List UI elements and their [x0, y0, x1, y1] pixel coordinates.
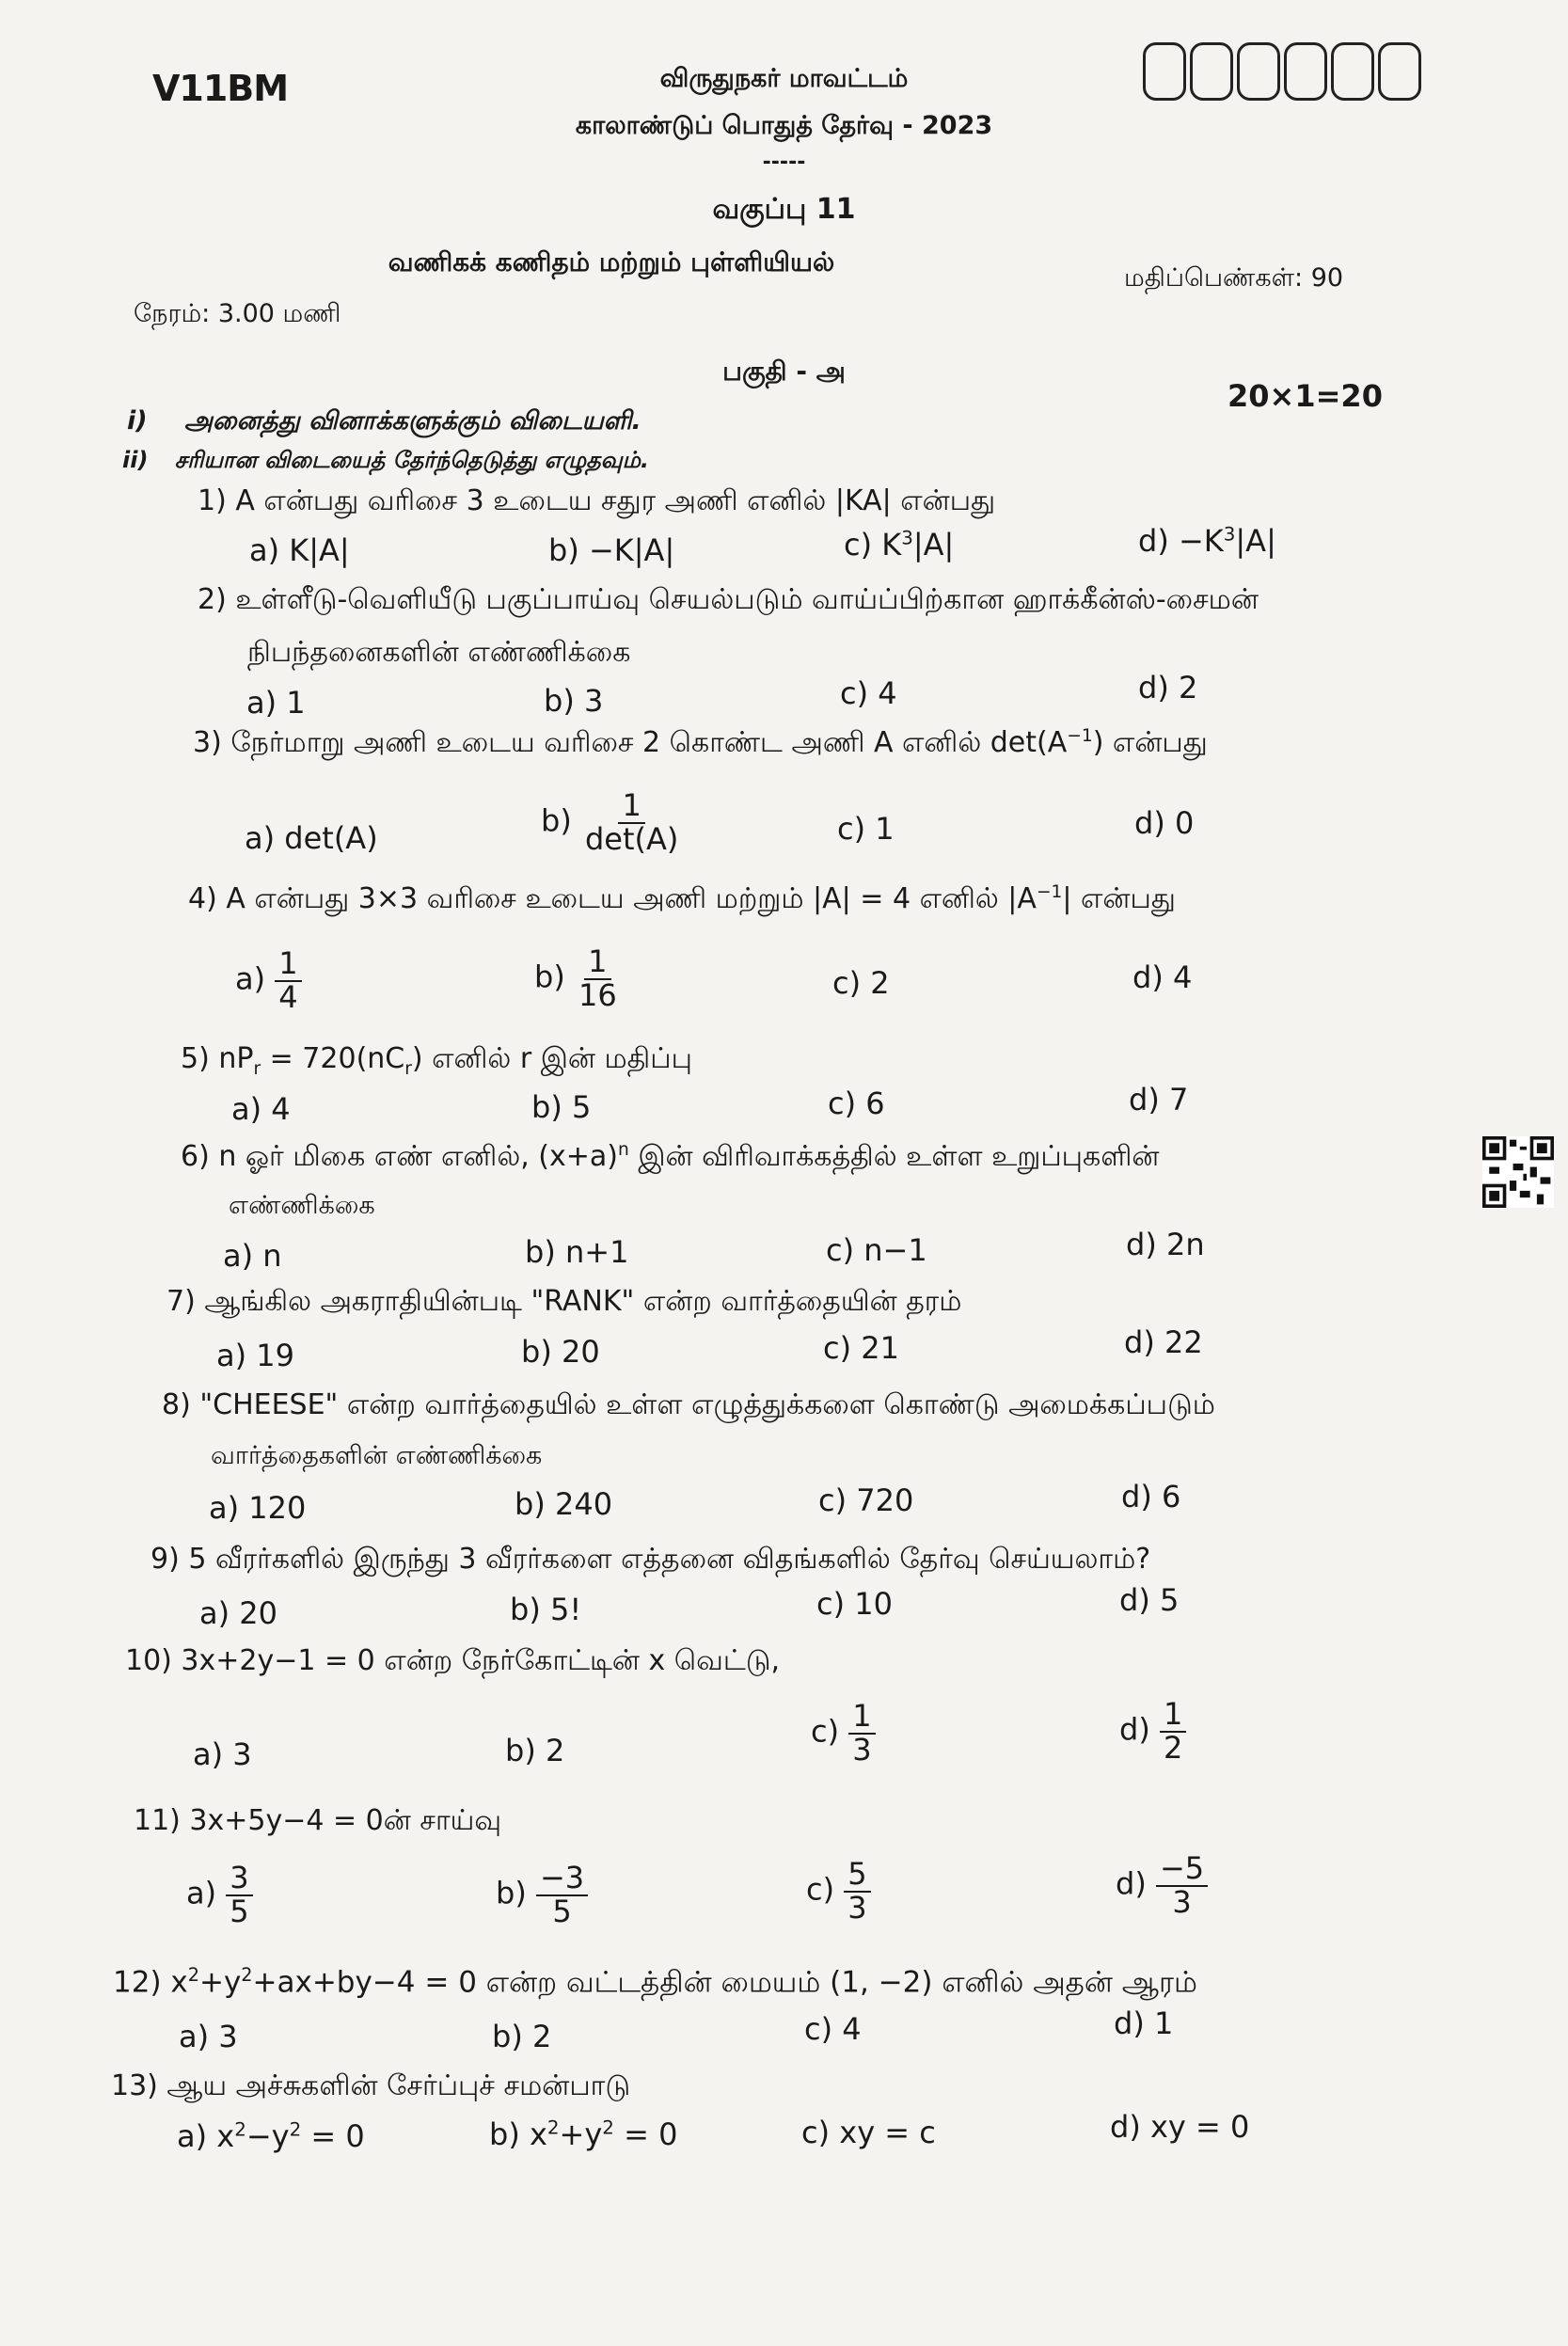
q10-option-b: b) 2	[505, 1733, 565, 1768]
question-5: 5) $nP_r = 720(nC_r)$ எனில் r இன் மதிப்பு	[181, 1042, 692, 1079]
q11-option-c-fraction: $\frac{5}{3}$	[844, 1859, 870, 1924]
q10-option-d-fraction: $\frac{1}{2}$	[1160, 1699, 1186, 1764]
q9-option-b: b) 5!	[510, 1592, 582, 1627]
question-2: 2) உள்ளீடு-வெளியீடு பகுப்பாய்வு செயல்படும் வாய்ப்பிற்கான ஹாக்கீன்ஸ்-சைமன்	[198, 583, 1259, 616]
q8-option-d: d) 6	[1121, 1479, 1181, 1514]
question-11: 11) 3x+5y−4 = 0ன் சாய்வு	[134, 1804, 502, 1837]
q11-option-a-fraction: $\frac{3}{5}$	[226, 1863, 252, 1927]
question-8-line-2: வார்த்தைகளின் எண்ணிக்கை	[211, 1441, 543, 1470]
q12-option-d: d) 1	[1114, 2005, 1174, 2041]
q12-option-b: b) 2	[492, 2019, 552, 2054]
q10-option-a: a) 3	[193, 1736, 252, 1772]
q7-option-b: b) 20	[521, 1334, 600, 1370]
q4-option-b-fraction: $\frac{1}{16}$	[578, 943, 617, 1013]
q8-option-b: b) 240	[515, 1486, 613, 1522]
q3-option-b: b) $\frac{1}{\det(A)}$	[541, 790, 682, 855]
q6-option-c: c) n−1	[826, 1232, 927, 1268]
q5-option-a: a) 4	[231, 1091, 291, 1127]
q2-option-b: b) 3	[544, 683, 604, 719]
instruction-1-number: i)	[127, 406, 148, 436]
district-title: விருதுநகர் மாவட்டம்	[659, 64, 909, 93]
q6-option-b: b) n+1	[525, 1234, 629, 1270]
q5-option-d: d) 7	[1129, 1082, 1189, 1118]
exam-time: நேரம்: 3.00 மணி	[134, 299, 341, 328]
q11-option-b: b) $\frac{-3}{5}$	[496, 1863, 588, 1927]
instruction-2	[122, 447, 649, 476]
q6-option-a: a) n	[223, 1238, 282, 1274]
q12-option-a: a) 3	[179, 2019, 238, 2054]
instruction-1-text: அனைத்து வினாக்களுக்கும் விடையளி.	[184, 406, 641, 436]
q3-option-d: d) 0	[1134, 805, 1195, 841]
q10-option-c: c) $\frac{1}{3}$	[811, 1701, 876, 1766]
q10-option-c-fraction: $\frac{1}{3}$	[848, 1701, 875, 1766]
q1-option-d: $d) -K^3|A|$	[1138, 523, 1276, 559]
section-score: 20×1=20	[1227, 378, 1383, 414]
q5-option-b: b) 5	[531, 1089, 592, 1125]
q9-option-a: a) 20	[199, 1595, 277, 1631]
instruction-2-text: சரியான விடையைத் தேர்ந்தெடுத்து எழுதவும்.	[174, 447, 650, 473]
q1-option-c: c) $K^3|A|$	[844, 527, 955, 563]
q10-option-d: d) $\frac{1}{2}$	[1119, 1699, 1186, 1764]
header-divider: -----	[762, 151, 806, 174]
q2-option-a: a) 1	[246, 685, 306, 721]
q7-option-a: a) 19	[216, 1338, 294, 1373]
q11-option-d: d) $\frac{-5}{3}$	[1116, 1853, 1208, 1918]
q5-option-c: c) 6	[828, 1086, 885, 1121]
q4-option-c: c) 2	[832, 965, 890, 1001]
q1-option-b: b) −K|A|	[548, 532, 675, 568]
q13-option-a: a) $x^2-y^2 = 0$	[177, 2118, 365, 2154]
question-6-line-2: எண்ணிக்கை	[229, 1191, 375, 1220]
q13-option-d: d) xy = 0	[1110, 2109, 1250, 2145]
q9-option-d: d) 5	[1119, 1582, 1180, 1618]
q9-option-c: c) 10	[816, 1586, 893, 1622]
question-7: 7) ஆங்கில அகராதியின்படி "RANK" என்ற வார்த்தையின் தரம்	[166, 1285, 962, 1318]
q13-option-b: b) $x^2+y^2 = 0$	[489, 2116, 678, 2152]
q1-option-a: a) K|A|	[249, 532, 350, 568]
question-8: 8) "CHEESE" என்ற வார்த்தையில் உள்ள எழுத்துக்களை கொண்டு அமைக்கப்படும்	[162, 1388, 1215, 1421]
q8-option-c: c) 720	[818, 1482, 914, 1518]
q3-option-a: a) det(A)	[245, 820, 378, 856]
qr-code	[1482, 1136, 1554, 1208]
q3-option-b-fraction: $\frac{1}{\det(A)}$	[584, 787, 679, 857]
question-12: 12) $x^2+y^2+ax+by-4 = 0$ என்ற வட்டத்தின் மையம் (1, −2) எனில் அதன் ஆரம்	[113, 1964, 1197, 2000]
q4-option-b: b) $\frac{1}{16}$	[534, 946, 621, 1011]
section-title: பகுதி - அ	[722, 356, 846, 387]
question-4: 4) A என்பது 3×3 வரிசை உடைய அணி மற்றும் |A| = 4 எனில் $|A^{-1}|$ என்பது	[188, 882, 1176, 915]
q7-option-d: d) 22	[1124, 1324, 1203, 1360]
question-13: 13) ஆய அச்சுகளின் சேர்ப்புச் சமன்பாடு	[111, 2069, 631, 2102]
q4-option-d: d) 4	[1132, 959, 1193, 995]
question-3: 3) நேர்மாறு அணி உடைய வரிசை 2 கொண்ட அணி A எனில் $\det(A^{-1})$ என்பது	[193, 726, 1208, 759]
paper-code: V11BM	[152, 68, 289, 109]
q11-option-d-fraction: $\frac{-5}{3}$	[1156, 1853, 1208, 1918]
question-10: 10) 3x+2y−1 = 0 என்ற நேர்கோட்டின் x வெட்டு,	[125, 1644, 781, 1677]
q12-option-c: c) 4	[804, 2011, 862, 2047]
subject-title: வணிகக் கணிதம் மற்றும் புள்ளியியல்	[388, 246, 835, 277]
q2-option-d: d) 2	[1138, 670, 1198, 705]
q13-option-c: c) xy = c	[801, 2115, 936, 2150]
instruction-1	[127, 406, 641, 439]
q6-option-d: d) 2n	[1126, 1227, 1205, 1262]
question-6: 6) n ஓர் மிகை எண் எனில், $(x+a)^n$ இன் விரிவாக்கத்தில் உள்ள உறுப்புகளின்	[181, 1140, 1160, 1173]
q8-option-a: a) 120	[209, 1490, 307, 1526]
exam-title: காலாண்டுப் பொதுத் தேர்வு - 2023	[575, 111, 993, 140]
q3-option-c: c) 1	[837, 811, 895, 847]
total-marks: மதிப்பெண்கள்: 90	[1124, 263, 1344, 293]
question-1: 1) A என்பது வரிசை 3 உடைய சதுர அணி எனில் |KA| என்பது	[198, 484, 996, 517]
question-9: 9) 5 வீரர்களில் இருந்து 3 வீரர்களை எத்தனை விதங்களில் தேர்வு செய்யலாம்?	[150, 1543, 1151, 1576]
class-title: வகுப்பு 11	[712, 193, 856, 226]
q4-option-a-fraction: $\frac{1}{4}$	[275, 948, 301, 1013]
q11-option-c: c) $\frac{5}{3}$	[806, 1859, 871, 1924]
instruction-2-number: ii)	[122, 447, 149, 473]
q7-option-c: c) 21	[823, 1330, 899, 1366]
q4-option-a: a) $\frac{1}{4}$	[235, 948, 302, 1013]
q2-option-c: c) 4	[840, 675, 897, 711]
q11-option-b-fraction: $\frac{-3}{5}$	[536, 1863, 588, 1927]
question-2-line-2: நிபந்தனைகளின் எண்ணிக்கை	[247, 636, 631, 669]
q11-option-a: a) $\frac{3}{5}$	[186, 1863, 253, 1927]
